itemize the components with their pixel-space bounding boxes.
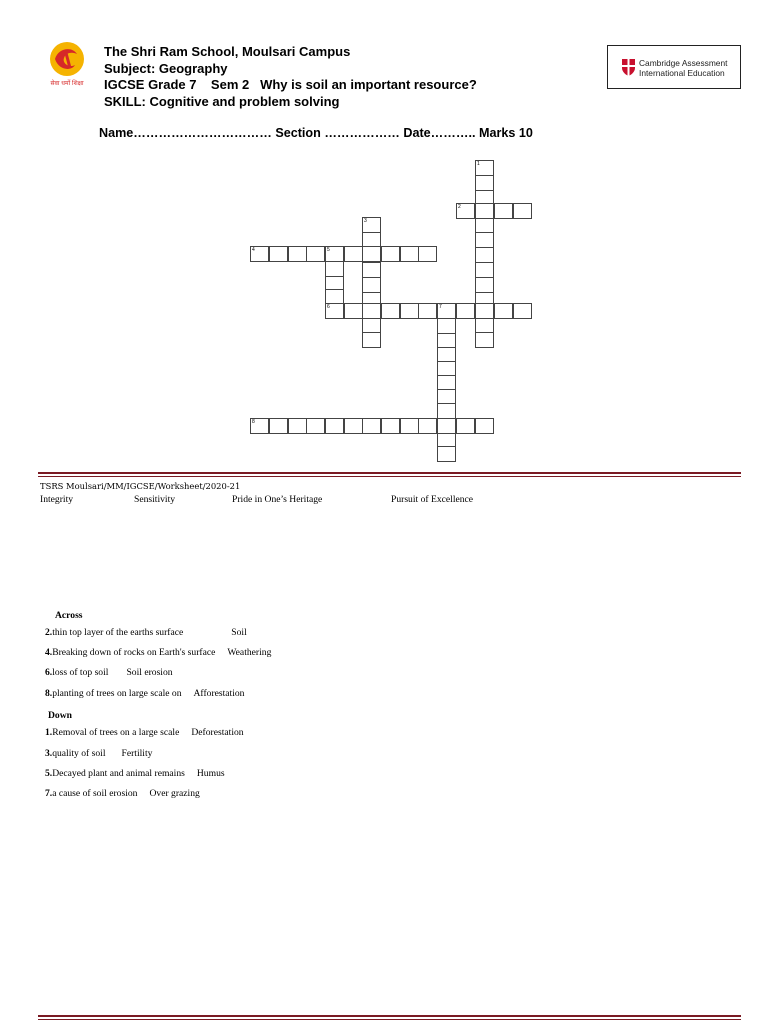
crossword-cell[interactable]	[437, 403, 456, 419]
worksheet-header	[104, 44, 477, 110]
clue-down-3: 3.quality of soil Fertility	[45, 748, 153, 759]
crossword-cell[interactable]	[475, 175, 494, 191]
crossword-cell[interactable]	[475, 203, 494, 219]
crossword-cell[interactable]	[288, 246, 307, 262]
crossword-cell[interactable]	[437, 303, 456, 319]
clue-answer: Weathering	[227, 647, 272, 658]
down-heading: Down	[48, 710, 72, 721]
crossword-cell[interactable]	[494, 303, 513, 319]
subject-line: Subject: Geography	[104, 60, 228, 76]
crossword-cell[interactable]	[362, 246, 381, 262]
crossword-cell[interactable]	[362, 317, 381, 333]
clue-down-5: 5.Decayed plant and animal remains Humus	[45, 768, 225, 779]
crossword-cell[interactable]	[325, 303, 344, 319]
crossword-cell[interactable]	[418, 303, 437, 319]
crossword-cell[interactable]	[344, 246, 363, 262]
crossword-cell[interactable]	[475, 277, 494, 293]
crossword-cell[interactable]	[494, 203, 513, 219]
crossword-cell[interactable]	[418, 418, 437, 434]
crossword-cell[interactable]	[362, 277, 381, 293]
clue-number: 7	[439, 304, 442, 310]
school-logo	[42, 38, 92, 88]
clue-answer: Over grazing	[149, 788, 200, 799]
clue-number: 4	[252, 247, 255, 253]
logo-caption: सेवा धर्मो शिक्षा	[50, 80, 84, 87]
crossword-cell[interactable]	[325, 261, 344, 277]
crossword-cell[interactable]	[400, 246, 419, 262]
clue-across-8: 8.planting of trees on large scale on Afforestation	[45, 688, 245, 699]
crossword-cell[interactable]	[475, 217, 494, 233]
crossword-cell[interactable]	[475, 232, 494, 248]
crossword-cell[interactable]	[475, 160, 494, 176]
crossword-cell[interactable]	[456, 303, 475, 319]
clue-number: 1	[477, 161, 480, 167]
worksheet-id: TSRS Moulsari/MM/IGCSE/Worksheet/2020-21	[40, 481, 241, 491]
clue-across-4: 4.Breaking down of rocks on Earth's surface Weathering	[45, 647, 272, 658]
crossword-cell[interactable]	[362, 303, 381, 319]
crossword-cell[interactable]	[437, 318, 456, 334]
clue-answer: Fertility	[121, 748, 153, 759]
crossword-cell[interactable]	[475, 303, 494, 319]
clue-number: 6	[327, 304, 330, 310]
crossword-cell[interactable]	[306, 418, 325, 434]
crossword-cell[interactable]	[400, 303, 419, 319]
crossword-cell[interactable]	[250, 246, 269, 262]
crossword-cell[interactable]	[344, 303, 363, 319]
crossword-cell[interactable]	[325, 246, 344, 262]
crossword-cell[interactable]	[362, 418, 381, 434]
clue-answer: Deforestation	[191, 727, 244, 738]
crossword-cell[interactable]	[475, 418, 494, 434]
clue-answer: Soil	[231, 627, 247, 638]
crossword-cell[interactable]	[513, 203, 532, 219]
across-heading: Across	[55, 610, 83, 621]
crossword-cell[interactable]	[250, 418, 269, 434]
clue-number: 8	[252, 419, 255, 425]
value-excellence: Pursuit of Excellence	[391, 494, 474, 505]
value-heritage: Pride in One’s Heritage	[232, 494, 323, 505]
crossword-cell[interactable]	[456, 203, 475, 219]
crossword-cell[interactable]	[475, 262, 494, 278]
clue-number: 5	[327, 247, 330, 253]
clue-answer: Soil erosion	[126, 667, 173, 678]
crossword-cell[interactable]	[513, 303, 532, 319]
skill-line: SKILL: Cognitive and problem solving	[104, 93, 340, 109]
cambridge-line1: Cambridge Assessment	[639, 58, 728, 68]
crossword-cell[interactable]	[381, 246, 400, 262]
crossword-cell[interactable]	[288, 418, 307, 434]
cambridge-line2: International Education	[639, 68, 725, 78]
clue-answer: Humus	[196, 768, 225, 779]
crossword-cell[interactable]	[306, 246, 325, 262]
crossword-cell[interactable]	[475, 332, 494, 348]
clue-down-7: 7.a cause of soil erosion Over grazing	[45, 788, 200, 799]
crossword-cell[interactable]	[381, 418, 400, 434]
crossword-cell[interactable]	[437, 418, 456, 434]
crossword-cell[interactable]	[456, 418, 475, 434]
page-bottom-rule	[38, 1015, 741, 1020]
crossword-cell[interactable]	[269, 418, 288, 434]
clue-number: 2	[458, 204, 461, 210]
cambridge-shield-icon	[622, 59, 635, 76]
value-sensitivity: Sensitivity	[134, 494, 176, 505]
crossword-cell[interactable]	[475, 247, 494, 263]
value-integrity: Integrity	[40, 494, 74, 505]
crossword-cell[interactable]	[344, 418, 363, 434]
clue-number: 3	[364, 218, 367, 224]
crossword-cell[interactable]	[475, 317, 494, 333]
crossword-cell[interactable]	[325, 418, 344, 434]
crossword-cell[interactable]	[400, 418, 419, 434]
crossword-cell[interactable]	[362, 217, 381, 233]
grade-line: IGCSE Grade 7 Sem 2 Why is soil an important resource?	[104, 77, 477, 92]
clue-down-1: 1.Removal of trees on a large scale Deforestation	[45, 727, 244, 738]
clue-across-6: 6.loss of top soil Soil erosion	[45, 667, 173, 678]
footer-rule	[38, 472, 741, 477]
crossword-cell[interactable]	[362, 332, 381, 348]
student-details-line: Name…………………………… Section ……………… Date……….. Marks 10	[99, 126, 533, 140]
clue-answer: Afforestation	[193, 688, 245, 699]
crossword-cell[interactable]	[362, 262, 381, 278]
crossword-cell[interactable]	[269, 246, 288, 262]
crossword-cell[interactable]	[418, 246, 437, 262]
crossword-cell[interactable]	[437, 446, 456, 462]
clue-across-2: 2.thin top layer of the earths surface Soil	[45, 627, 247, 638]
cambridge-logo	[607, 45, 741, 89]
school-name: The Shri Ram School, Moulsari Campus	[104, 44, 351, 59]
crossword-cell[interactable]	[381, 303, 400, 319]
